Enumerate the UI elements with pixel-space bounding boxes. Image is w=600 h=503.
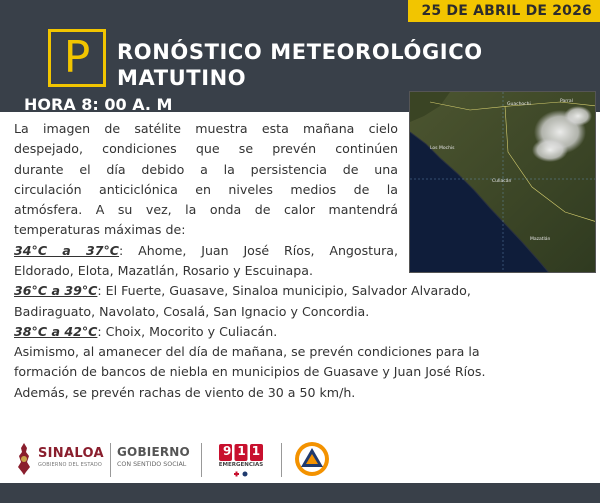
gobierno-subtitle: CON SENTIDO SOCIAL <box>117 461 187 468</box>
civil-protection-icon <box>294 441 330 477</box>
title-line-2: MATUTINO <box>117 66 247 90</box>
closing-line: formación de bancos de niebla en municipios de Guasave y Juan José Ríos. <box>14 364 486 380</box>
sat-label-culiacan: Culiacán <box>492 179 512 184</box>
sinaloa-logo <box>14 440 114 480</box>
title-initial-box <box>48 29 106 87</box>
footer-divider <box>201 443 202 477</box>
bulletin-time: HORA 8: 00 A. M <box>24 95 173 114</box>
range-1-continuation: Eldorado, Elota, Mazatlán, Rosario y Escuinapa. <box>14 263 313 278</box>
satellite-image <box>409 91 596 273</box>
title-initial-letter: P <box>63 32 91 83</box>
range-2-value: 36°C a 39°C <box>14 283 98 299</box>
range-1-line: 34°C a 37°C: Ahome, Juan José Ríos, Angostura, <box>14 242 398 258</box>
date-banner <box>408 0 600 22</box>
range-2-line: 36°C a 39°C: El Fuerte, Guasave, Sinaloa municipio, Salvador Alvarado, <box>14 283 471 299</box>
intro-line: despejado, condiciones que se prevén continúen <box>14 141 398 157</box>
closing-line: Asimismo, al amanecer del día de mañana, se prevén condiciones para la <box>14 344 480 360</box>
range-3-municipalities: Choix, Mocorito y Culiacán. <box>101 323 278 339</box>
medical-cross-icon <box>231 470 251 478</box>
emergencias-label: EMERGENCIAS <box>218 462 264 468</box>
sinaloa-wordmark: SINALOA <box>38 446 104 461</box>
closing-line: Además, se prevén rachas de viento de 30 a 50 km/h. <box>14 384 356 400</box>
sat-label-mazatlan: Mazatlán <box>530 237 551 242</box>
intro-line: La imagen de satélite muestra esta mañana cielo <box>14 121 398 136</box>
sat-label-parral: Parral <box>560 99 573 104</box>
intro-line: temperaturas máximas de: <box>14 222 186 238</box>
range-1-municipalities: Ahome, Juan José Ríos, Angostura, <box>123 242 398 258</box>
intro-line: atmósfera. A su vez, la onda de calor mantendrá <box>14 202 398 218</box>
footer-band <box>0 483 600 503</box>
range-1-value: 34°C a 37°C <box>14 242 120 258</box>
footer-divider <box>110 443 111 477</box>
sat-label-guachochi: Guachochi <box>507 102 531 107</box>
range-2-continuation: Badiraguato, Navolato, Cosalá, San Ignacio y Concordia. <box>14 303 370 319</box>
footer-divider <box>281 443 282 477</box>
sinaloa-emblem-icon <box>14 442 34 476</box>
forecast-details <box>14 261 592 403</box>
bulletin-date: 25 DE ABRIL DE 2026 <box>421 3 592 19</box>
range-3-value: 38°C a 42°C <box>14 323 98 339</box>
intro-line: durante el día debido a la persistencia de una <box>14 161 398 177</box>
forecast-intro <box>14 119 398 261</box>
range-3-line: 38°C a 42°C: Choix, Mocorito y Culiacán. <box>14 323 278 339</box>
gobierno-wordmark: GOBIERNO <box>117 445 190 459</box>
title-line-1: RONÓSTICO METEOROLÓGICO <box>117 40 483 64</box>
range-2-municipalities: El Fuerte, Guasave, Sinaloa municipio, Salvador Alvarado, <box>101 283 471 299</box>
sat-label-losmochis: Los Mochis <box>430 146 455 151</box>
proteccion-civil-logo <box>294 441 330 477</box>
sinaloa-subtitle: GOBIERNO DEL ESTADO <box>38 462 103 468</box>
emergency-number: 911 <box>223 444 267 458</box>
intro-line: circulación anticiclónica en niveles medios de la <box>14 181 398 197</box>
